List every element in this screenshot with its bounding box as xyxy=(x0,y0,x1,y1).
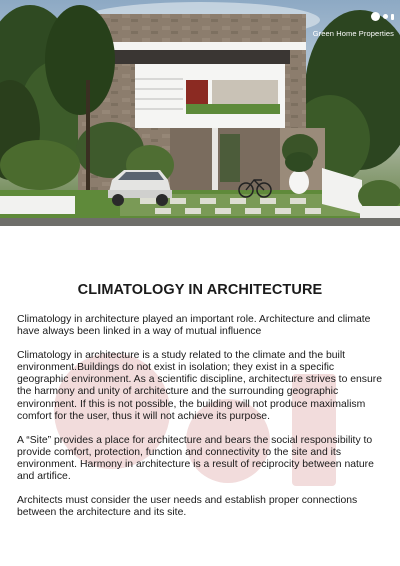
paragraph-4: Architects must consider the user needs and establish proper connections between the architecture and its site. xyxy=(17,495,358,519)
paragraph-1: Climatology in architecture played an important role. Architecture and climate have always been linked in a way of mutual influence xyxy=(17,314,371,338)
hero-image xyxy=(0,0,400,226)
article-body xyxy=(17,314,385,531)
brand-name: Green Home Properties xyxy=(312,29,394,38)
paragraph-2: Climatology in architecture is a study related to the climate and the built environment.Buildings do not exist in isolation; they exist in a specific geographic environment. As a scientific discipline, architecture strives to ensure the harmony and unity of architecture and the surrounding geographic environment. If this is not possible, the building will not produce maximalism comfort for the user, thus it will not achieve its purpose. xyxy=(17,350,383,422)
article-title: CLIMATOLOGY IN ARCHITECTURE xyxy=(77,282,323,298)
brand xyxy=(313,8,394,38)
dot-logo-icon xyxy=(371,12,394,21)
article xyxy=(0,226,400,566)
paragraph-3: A “Site” provides a place for architecture and bears the social responsibility to provide comfort, protection, function and connectivity to the site and its environment. Harmony in architecture is a result of reciprocity between nature and artifice. xyxy=(17,434,374,483)
